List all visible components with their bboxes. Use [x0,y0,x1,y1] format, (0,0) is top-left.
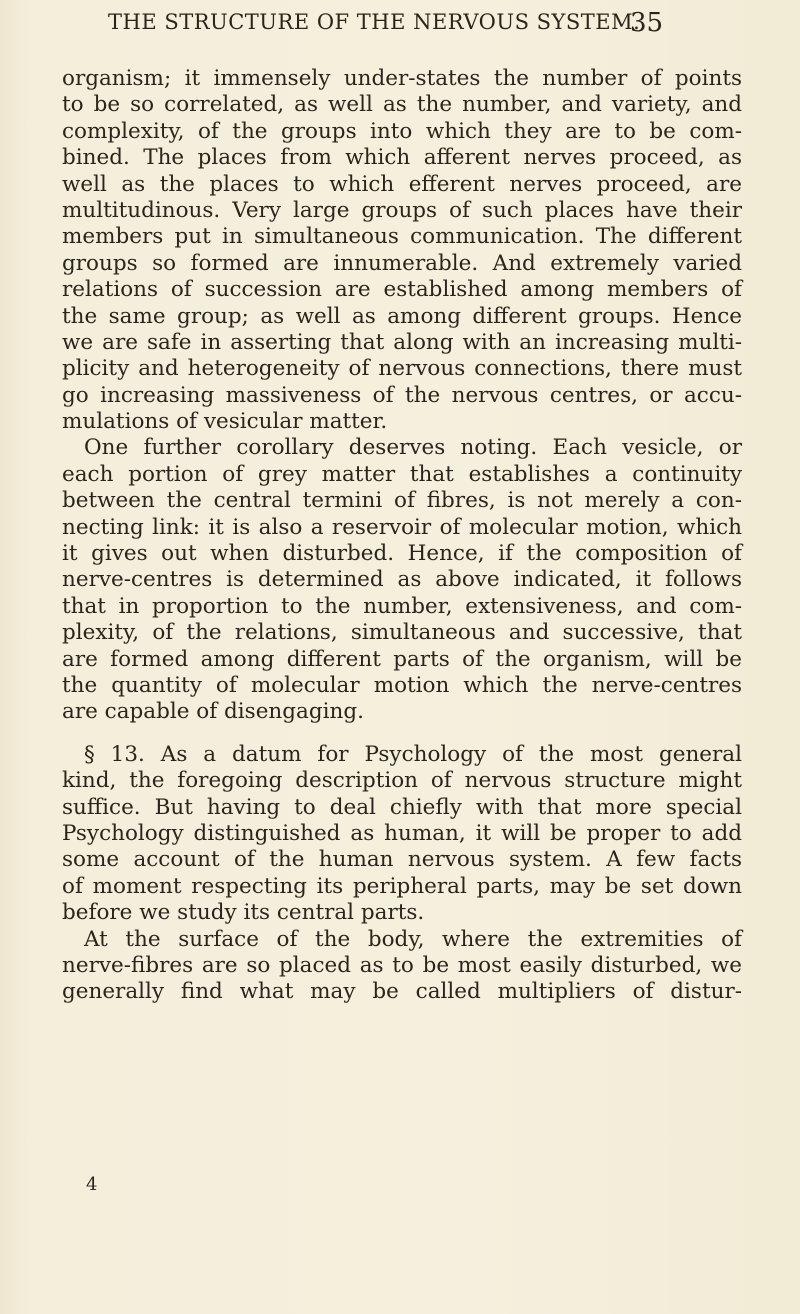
text-line: between the central termini of fibres, is not merely a con- [62,488,742,514]
text-line: to be so correlated, as well as the number, and variety, and [62,92,742,118]
text-line: are capable of disengaging. [62,699,364,725]
text-line: multitudinous. Very large groups of such places have their [62,197,742,223]
text-line: of moment respecting its peripheral parts, may be set down [62,873,742,899]
text-line: plicity and heterogeneity of nervous connections, there must [62,356,742,382]
text-line: plexity, of the relations, simultaneous and successive, that [62,620,742,646]
text-line: Psychology distinguished as human, it will be proper to add [62,820,742,846]
text-line: the quantity of molecular motion which the nerve-centres [62,672,742,698]
text-line: At the surface of the body, where the extremities of [84,926,742,952]
text-line: well as the places to which efferent nerves proceed, are [62,171,742,197]
running-head: THE STRUCTURE OF THE NERVOUS SYSTEM. [108,10,641,34]
text-line: before we study its central parts. [62,900,425,926]
paragraph [62,742,742,927]
text-line: it gives out when disturbed. Hence, if the composition of [62,541,742,567]
text-line: are formed among different parts of the organism, will be [62,646,742,672]
paragraph [62,927,742,1006]
text-line: we are safe in asserting that along with an increasing multi- [62,329,742,355]
paragraph [62,435,742,725]
page-header [0,6,800,46]
text-line: suffice. But having to deal chiefly with that more special [62,794,742,820]
text-line: kind, the foregoing description of nervous structure might [62,768,742,794]
body-text [62,66,742,1006]
text-line: nerve-centres is determined as above indicated, it follows [62,567,742,593]
text-line: complexity, of the groups into which they are to be com- [62,118,742,144]
text-line: members put in simultaneous communication. The different [62,224,742,250]
text-line: nerve-fibres are so placed as to be most easily disturbed, we [62,952,742,978]
text-line: groups so formed are innumerable. And extremely varied [62,250,742,276]
text-line: the same group; as well as among different groups. Hence [62,303,742,329]
signature-mark: 4 [86,1174,98,1195]
text-line: One further corollary deserves noting. Each vesicle, or [84,435,742,461]
text-line: generally find what may be called multipliers of distur- [62,979,742,1005]
text-line: that in proportion to the number, extensiveness, and com- [62,593,742,619]
section-gap [62,726,742,742]
text-line: each portion of grey matter that establishes a continuity [62,461,742,487]
text-line: go increasing massiveness of the nervous centres, or accu- [62,382,742,408]
text-line: some account of the human nervous system. A few facts [62,847,742,873]
paragraph [62,66,742,435]
text-line: mulations of vesicular matter. [62,409,388,435]
text-line: bined. The places from which afferent nerves proceed, as [62,145,742,171]
text-line: necting link: it is also a reservoir of molecular motion, which [62,514,742,540]
text-line: relations of succession are established among members of [62,277,742,303]
text-line: § 13. As a datum for Psychology of the most general [84,741,742,767]
text-line: organism; it immensely under-states the number of points [62,66,742,91]
page-number: 35 [630,8,664,38]
